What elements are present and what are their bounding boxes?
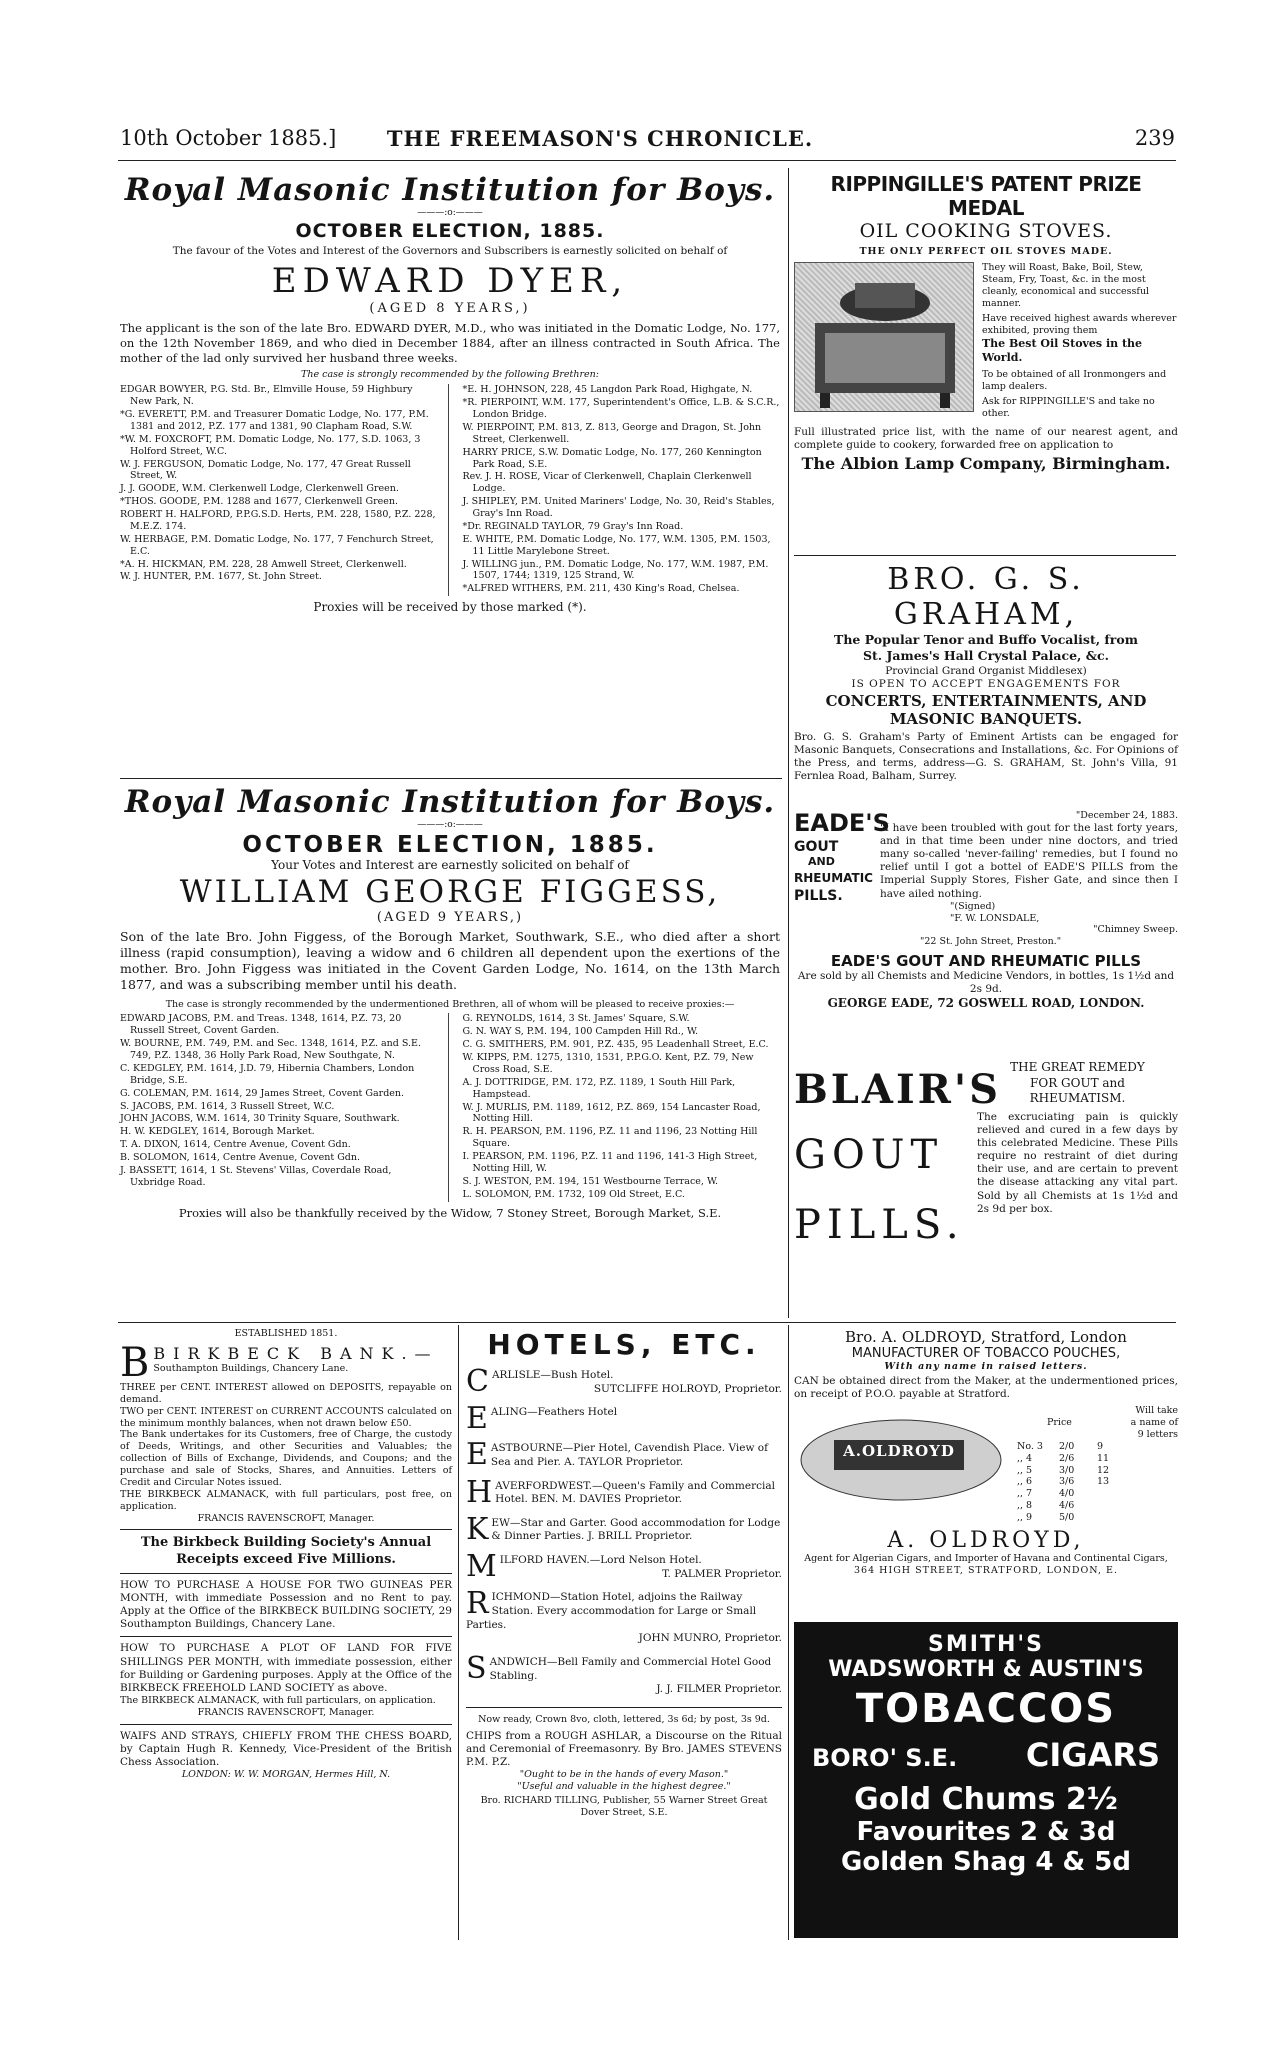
election-title: OCTOBER ELECTION, 1885. [242, 832, 658, 858]
bank-p3: The Bank undertakes for its Customers, free of Charge, the custody of Deeds, Writings, and other Securities and Valuables; the collection of Bills of Exchange, Dividends, and Coupons; and the purchase and sale of Stocks, Shares, and Annuities. Letters of Credit and Circular Notes issued. [120, 1429, 452, 1488]
price-value: 4/6 [1059, 1500, 1075, 1512]
hotel-text: ALING—Feathers Hotel [490, 1406, 618, 1419]
eades-address: GEORGE EADE, 72 GOSWELL ROAD, LONDON. [827, 996, 1145, 1011]
intro-text: The favour of the Votes and Interest of the Governors and Subscribers is earnestly solicited on behalf of [172, 245, 728, 257]
price-value: 3/0 [1059, 1464, 1075, 1476]
eades-side-title [794, 809, 890, 948]
hotel-cap: K [466, 1511, 489, 1547]
list-item: S. JACOBS, P.M. 1614, 3 Russell Street, W.C. [120, 1100, 335, 1112]
book-title: CHIPS from a ROUGH ASHLAR, a Discourse on the Ritual and Ceremonial of Freemasonry. By Bro. JAMES STEVENS P.M. P.Z. [466, 1729, 782, 1769]
waifs-publisher: LONDON: W. W. MORGAN, Hermes Hill, N. [181, 1769, 391, 1780]
stoves-desc-5: Ask for RIPPINGILLE'S and take no other. [982, 396, 1155, 420]
list-item: ROBERT H. HALFORD, P.P.G.S.D. Herts, P.M. 228, 1580, P.Z. 228, M.E.Z. 174. [120, 509, 436, 532]
brethren-lists [120, 1013, 780, 1201]
society-head: The Birkbeck Building Society's Annual Receipts exceed Five Millions. [140, 1535, 432, 1567]
tobacco-line-5: CIGARS [1025, 1736, 1160, 1774]
hotel-item [466, 1474, 782, 1510]
intro-text: Your Votes and Interest are earnestly solicited on behalf of [271, 858, 629, 872]
hotel-text: ILFORD HAVEN.—Lord Nelson Hotel. [499, 1554, 702, 1567]
tobacco-line-4: BORO' S.E. [812, 1744, 958, 1772]
list-item: L. SOLOMON, P.M. 1732, 109 Old Street, E.C. [462, 1188, 685, 1200]
hotel-text: EW—Star and Garter. Good accommodation for Lodge & Dinner Parties. J. BRILL Proprietor. [491, 1516, 781, 1543]
price-no: No. 3 [1017, 1440, 1043, 1452]
drop-cap: B [120, 1339, 150, 1386]
stove-drawing [795, 263, 975, 413]
oldroyd-name: A. OLDROYD, [887, 1527, 1085, 1553]
proxies-note: Proxies will also be thankfully received by the Widow, 7 Stoney Street, Borough Market, S.E. [178, 1205, 722, 1220]
list-item: S. J. WESTON, P.M. 194, 151 Westbourne Terrace, W. [462, 1175, 719, 1187]
blairs-right-2: FOR GOUT and [1030, 1075, 1125, 1090]
hotel-cap: C [466, 1364, 489, 1399]
ad-heading: Royal Masonic Institution for Boys. [124, 784, 776, 820]
graham-line-4: IS OPEN TO ACCEPT ENGAGEMENTS FOR [851, 678, 1121, 691]
list-item: I. PEARSON, P.M. 1196, P.Z. 11 and 1196, 141-3 High Street, Notting Hill, W. [462, 1151, 758, 1174]
price-row [1017, 1488, 1178, 1500]
price-head: Price [1047, 1417, 1072, 1428]
bank-address: Southampton Buildings, Chancery Lane. [153, 1362, 349, 1374]
ad-separator [120, 778, 782, 779]
candidate-name: WILLIAM GEORGE FIGGESS, [179, 873, 721, 910]
price-table [1017, 1405, 1178, 1524]
eades-date: "December 24, 1883. [1075, 810, 1178, 821]
brethren-right [448, 384, 781, 596]
bank-p5: The BIRKBECK ALMANACK, with full particulars, on application. [120, 1694, 436, 1706]
stoves-desc-2: Have received highest awards wherever exhibited, proving them [982, 313, 1177, 337]
hotel-item [466, 1549, 782, 1585]
list-item: HARRY PRICE, S.W. Domatic Lodge, No. 177, 260 Kennington Park Road, S.E. [462, 446, 762, 470]
column-divider-lower-1 [458, 1325, 459, 1940]
plot-ad: HOW TO PURCHASE A PLOT OF LAND FOR FIVE SHILLINGS PER MONTH, with immediate possession, either for Building or Gardening purposes. Apply at the Office of the BIRKBECK FREEHOLD LAND SOCIETY as above. [120, 1642, 452, 1694]
name-head: a name of [1130, 1417, 1178, 1428]
price-letters: 9 [1097, 1440, 1104, 1452]
list-item: J. WILLING jun., P.M. Domatic Lodge, No. 177, W.M. 1987, P.M. 1507, 1744; 1319, 125 Strand, W. [462, 558, 769, 582]
list-item: J. BASSETT, 1614, 1 St. Stevens' Villas, Coverdale Road, Uxbridge Road. [120, 1164, 392, 1188]
list-item: *R. PIERPOINT, W.M. 177, Superintendent's Office, L.B. & S.C.R., London Bridge. [462, 397, 780, 421]
eades-side-3: AND [808, 854, 835, 868]
list-item: *E. H. JOHNSON, 228, 45 Langdon Park Road, Highgate, N. [462, 384, 753, 396]
oldroyd-line: With any name in raised letters. [884, 1361, 1088, 1372]
hotel-cap: R [466, 1586, 489, 1622]
stoves-desc-4: To be obtained of all Ironmongers and lamp dealers. [982, 368, 1167, 392]
list-item: W. BOURNE, P.M. 749, P.M. and Sec. 1348, 1614, P.Z. and S.E. 749, P.Z. 1348, 36 Holly Park Road, New Southgate, N. [120, 1038, 422, 1062]
election-ad-dyer [120, 172, 780, 772]
list-item: T. A. DIXON, 1614, Centre Avenue, Covent Gdn. [120, 1139, 351, 1151]
price-row [1017, 1453, 1178, 1465]
tobacco-line-6: Gold Chums 2½ [854, 1782, 1118, 1817]
oldroyd-agent: Agent for Algerian Cigars, and Importer of Havana and Continental Cigars, [804, 1552, 1168, 1564]
tobacco-line-1: SMITH'S [928, 1632, 1044, 1657]
graham-line-2: St. James's Hall Crystal Palace, &c. [862, 648, 1110, 664]
price-no: ,, 8 [1017, 1500, 1033, 1512]
ad-heading: Royal Masonic Institution for Boys. [124, 172, 776, 208]
candidate-name: EDWARD DYER, [271, 260, 629, 301]
header-date: 10th October 1885.] [120, 126, 337, 150]
list-item: *W. M. FOXCROFT, P.M. Domatic Lodge, No. 177, S.D. 1063, 3 Holford Street, W.C. [120, 433, 421, 457]
page-number: 239 [1134, 126, 1175, 150]
graham-line-3: Provincial Grand Organist Middlesex) [885, 664, 1087, 677]
eades-side-5: PILLS. [794, 888, 843, 905]
oldroyd-ad [794, 1328, 1178, 1618]
price-letters: 13 [1097, 1476, 1110, 1488]
recommend-line: The case is strongly recommended by the undermentioned Brethren, all of whom will be pleased to receive proxies:— [165, 998, 735, 1010]
tobacco-line-3: TOBACCOS [855, 1686, 1117, 1732]
hotel-item [466, 1364, 782, 1399]
list-item: *G. EVERETT, P.M. and Treasurer Domatic Lodge, No. 177, P.M. 1381 and 2012, P.Z. 177 and 1381, 90 Clapham Road, S.W. [120, 409, 429, 432]
hotels-title: HOTELS, ETC. [487, 1328, 761, 1361]
candidate-age: (AGED 8 YEARS,) [369, 300, 531, 316]
price-no: ,, 5 [1017, 1464, 1033, 1476]
graham-line-6: MASONIC BANQUETS. [889, 709, 1083, 728]
price-no: ,, 6 [1017, 1476, 1033, 1488]
bank-name: BIRKBECK BANK.— [153, 1343, 439, 1363]
bank-p1: THREE per CENT. INTEREST allowed on DEPOSITS, repayable on demand. [120, 1381, 452, 1405]
rule [120, 1724, 452, 1725]
waifs-ad: WAIFS AND STRAYS, CHIEFLY FROM THE CHESS BOARD, by Captain Hugh R. Kennedy, Vice-President of the British Chess Association. [120, 1729, 452, 1768]
list-item: B. SOLOMON, 1614, Centre Avenue, Covent Gdn. [120, 1152, 361, 1164]
price-row [1017, 1465, 1178, 1477]
brethren-left [120, 384, 438, 596]
hotel-cap: E [466, 1401, 488, 1437]
price-row [1017, 1476, 1178, 1488]
price-row [1017, 1441, 1178, 1453]
hotel-proprietor: T. PALMER Proprietor. [662, 1567, 782, 1580]
stoves-company: The Albion Lamp Company, Birmingham. [801, 454, 1171, 474]
list-item: A. J. DOTTRIDGE, P.M. 172, P.Z. 1189, 1 South Hill Park, Hampstead. [462, 1076, 736, 1100]
eades-signer: "F. W. LONSDALE, [950, 912, 1040, 924]
rule [120, 1636, 452, 1637]
hotel-text: ANDWICH—Bell Family and Commercial Hotel Good Stabling. [489, 1655, 772, 1682]
hotel-item [466, 1586, 782, 1646]
list-item: *THOS. GOODE, P.M. 1288 and 1677, Clerkenwell Green. [120, 496, 399, 508]
eades-signer-title: "Chimney Sweep. [1093, 924, 1178, 936]
established: ESTABLISHED 1851. [234, 1328, 338, 1339]
proxies-note: Proxies will be received by those marked (*). [313, 600, 587, 615]
tobacco-ad [794, 1622, 1178, 1938]
eades-signer-address: "22 St. John Street, Preston." [920, 936, 1062, 948]
stoves-title: RIPPINGILLE'S PATENT PRIZE MEDAL [830, 172, 1142, 220]
header-rule [118, 160, 1176, 161]
graham-line-5: CONCERTS, ENTERTAINMENTS, AND [825, 691, 1147, 710]
list-item: *ALFRED WITHERS, P.M. 211, 430 King's Road, Chelsea. [462, 583, 740, 595]
list-item: JOHN JACOBS, W.M. 1614, 30 Trinity Square, Southwark. [120, 1113, 400, 1125]
list-item: H. W. KEDGLEY, 1614, Borough Market. [120, 1126, 315, 1138]
list-item: G. N. WAY S, P.M. 194, 100 Campden Hill Rd., W. [462, 1026, 699, 1038]
bank-manager-2: FRANCIS RAVENSCROFT, Manager. [197, 1706, 375, 1718]
hotel-text: ARLISLE—Bush Hotel. [491, 1369, 614, 1381]
brethren-left [120, 1013, 438, 1201]
list-item: J. J. GOODE, W.M. Clerkenwell Lodge, Clerkenwell Green. [120, 483, 399, 495]
hotel-proprietor: SUTCLIFFE HOLROYD, Proprietor. [593, 1382, 782, 1395]
hotel-proprietor: JOHN MUNRO, Proprietor. [638, 1632, 782, 1645]
price-no: ,, 9 [1017, 1512, 1033, 1523]
blairs-right-1: THE GREAT REMEDY [1010, 1060, 1145, 1074]
stoves-price-list: Full illustrated price list, with the name of our nearest agent, and complete guide to cookery, forwarded free on application to [794, 426, 1178, 452]
list-item: C. KEDGLEY, P.M. 1614, J.D. 79, Hibernia Chambers, London Bridge, S.E. [120, 1062, 415, 1086]
list-item: *Dr. REGINALD TAYLOR, 79 Gray's Inn Road. [462, 520, 684, 532]
stoves-desc-3: The Best Oil Stoves in the World. [982, 337, 1143, 364]
hotels-section [466, 1328, 782, 1938]
rule [466, 1707, 782, 1708]
price-row [1017, 1500, 1178, 1512]
eades-ad [794, 810, 1178, 1055]
brethren-right [448, 1013, 781, 1201]
pouch-label: A.OLDROYD [843, 1442, 955, 1461]
list-item: EDWARD JACOBS, P.M. and Treas. 1348, 1614, P.Z. 73, 20 Russell Street, Covent Garden. [120, 1013, 402, 1037]
bank-manager: FRANCIS RAVENSCROFT, Manager. [197, 1512, 375, 1524]
graham-line-1: The Popular Tenor and Buffo Vocalist, from [834, 632, 1138, 647]
blairs-word-2: GOUT [794, 1132, 944, 1178]
hotel-item [466, 1401, 782, 1437]
section-separator [118, 1322, 1176, 1323]
pouch-illustration [794, 1405, 1009, 1510]
ornament: ———:o:——— [417, 208, 483, 218]
case-body: The applicant is the son of the late Bro. EDWARD DYER, M.D., who was initiated in the Domatic Lodge, No. 177, on the 12th November 1869, and who died in December 1884, after an illness contracted in South Africa. The mother of the lad only survived her husband three weeks. [120, 320, 780, 365]
oldroyd-title: Bro. A. OLDROYD, Stratford, London [845, 1328, 1127, 1346]
book-publisher: Bro. RICHARD TILLING, Publisher, 55 Warner Street Great Dover Street, S.E. [480, 1794, 768, 1818]
book-quote-1: "Ought to be in the hands of every Mason." [519, 1769, 729, 1781]
graham-body: Bro. G. S. Graham's Party of Eminent Artists can be engaged for Masonic Banquets, Consecrations and Installations, &c. For Opinions of the Press, and terms, address—G. S. GRAHAM, St. John's Villa, 91 Fernlea Road, Balham, Surrey. [794, 730, 1178, 783]
price-value: 3/6 [1059, 1476, 1075, 1488]
tobacco-line-8: Golden Shag 4 & 5d [841, 1847, 1131, 1877]
tobacco-line-2: WADSWORTH & AUSTIN'S [828, 1657, 1144, 1682]
list-item: *A. H. HICKMAN, P.M. 228, 28 Amwell Street, Clerkenwell. [120, 558, 407, 570]
will-take: Will take [1135, 1405, 1178, 1417]
book-quote-2: "Useful and valuable in the highest degree." [517, 1781, 731, 1793]
hotel-cap: M [466, 1549, 497, 1585]
graham-ad [794, 562, 1178, 807]
price-row [1017, 1512, 1178, 1524]
blairs-word-1: BLAIR'S [794, 1066, 1002, 1113]
price-letters: 11 [1097, 1452, 1110, 1464]
case-body: Son of the late Bro. John Figgess, of the Borough Market, Southwark, S.E., who died after a short illness (rapid consumption), leaving a widow and 6 children all dependent upon the exertions of the mother. Bro. John Figgess was initiated in the Covent Garden Lodge, No. 1614, on the 13th March 1877, and was a subscribing member until his death. [120, 928, 780, 993]
brethren-lists [120, 384, 780, 596]
list-item: G. COLEMAN, P.M. 1614, 29 James Street, Covent Garden. [120, 1087, 405, 1099]
stoves-body [794, 262, 1178, 420]
list-item: G. REYNOLDS, 1614, 3 St. James' Square, S.W. [462, 1013, 690, 1025]
list-item: Rev. J. H. ROSE, Vicar of Clerkenwell, Chaplain Clerkenwell Lodge. [462, 471, 752, 495]
blairs-ad [794, 1060, 1178, 1315]
list-item: EDGAR BOWYER, P.G. Std. Br., Elmville House, 59 Highbury New Park, N. [120, 384, 413, 408]
price-no: ,, 4 [1017, 1452, 1033, 1464]
eades-side-1: EADE'S [794, 809, 890, 837]
stove-illustration [794, 262, 974, 412]
stoves-tagline: THE ONLY PERFECT OIL STOVES MADE. [859, 246, 1113, 257]
rule [120, 1573, 452, 1574]
tobacco-line-7: Favourites 2 & 3d [856, 1817, 1116, 1847]
masthead: THE FREEMASON'S CHRONICLE. [386, 126, 814, 151]
eades-sold: Are sold by all Chemists and Medicine Vendors, in bottles, 1s 1½d and 2s 9d. [797, 970, 1175, 996]
hotel-text: AVERFORDWEST.—Queen's Family and Commercial Hotel. BEN. M. DAVIES Proprietor. [495, 1479, 775, 1506]
oldroyd-body: CAN be obtained direct from the Maker, at the undermentioned prices, on receipt of P.O.O. payable at Stratford. [794, 1374, 1178, 1400]
eades-side-4: RHEUMATIC [794, 870, 873, 885]
hotel-cap: H [466, 1474, 493, 1510]
bank-p2: TWO per CENT. INTEREST on CURRENT ACCOUNTS calculated on the minimum monthly balances, when not drawn below £50. [120, 1405, 452, 1429]
list-item: W. J. FERGUSON, Domatic Lodge, No. 177, 47 Great Russell Street, W. [120, 458, 411, 482]
right-separator-1 [794, 555, 1176, 556]
hotel-text: ICHMOND—Station Hotel, adjoins the Railway Station. Every accommodation for Large or Small Parties. [466, 1591, 757, 1631]
hotel-item [466, 1650, 782, 1697]
list-item: W. HERBAGE, P.M. Domatic Lodge, No. 177, 7 Fenchurch Street, E.C. [120, 533, 434, 557]
price-value: 5/0 [1059, 1512, 1075, 1523]
election-title: OCTOBER ELECTION, 1885. [295, 220, 605, 242]
eades-signed: "(Signed) [950, 900, 996, 912]
rule [120, 1529, 452, 1530]
blairs-body: The excruciating pain is quickly relieved and cured in a few days by this celebrated Medicine. These Pills require no restraint of diet during their use, and are certain to prevent the disease attacking any vital part. Sold by all Chemists at 1s 1½d and 2s 9d per box. [977, 1110, 1178, 1215]
column-divider-upper [788, 168, 789, 1318]
eades-title: EADE'S GOUT AND RHEUMATIC PILLS [830, 952, 1142, 971]
list-item: J. SHIPLEY, P.M. United Mariners' Lodge, No. 30, Reid's Stables, Gray's Inn Road. [462, 496, 775, 520]
birkbeck-ad [120, 1328, 452, 1938]
list-item: W. PIERPOINT, P.M. 813, Z. 813, George and Dragon, St. John Street, Clerkenwell. [462, 421, 762, 445]
hotel-item [466, 1437, 782, 1473]
eades-letter: "I have been troubled with gout for the last forty years, and in that time been under nine doctors, and tried many so-called 'never-failing' remedies, but I found no relief until I got a bottel of EADE'S PILLS from the Imperial Supply Stores, Fisher Gate, and since then I have ailed nothing. [880, 821, 1178, 900]
hotel-proprietor: J. J. FILMER Proprietor. [656, 1683, 782, 1696]
blairs-word-3: PILLS. [794, 1202, 965, 1248]
election-ad-figgess [120, 784, 780, 1319]
hotel-cap: E [466, 1437, 488, 1473]
stoves-desc-1: They will Roast, Bake, Boil, Stew, Steam, Fry, Toast, &c. in the most cleanly, economical and successful manner. [982, 261, 1150, 309]
price-value: 4/0 [1059, 1488, 1075, 1500]
list-item: W. J. HUNTER, P.M. 1677, St. John Street. [120, 571, 322, 583]
eades-side-2: GOUT [794, 839, 839, 856]
list-item: W. KIPPS, P.M. 1275, 1310, 1531, P.P.G.O. Kent, P.Z. 79, New Cross Road, S.E. [462, 1052, 754, 1075]
ornament: ———:o:——— [417, 820, 483, 830]
candidate-age: (AGED 9 YEARS,) [376, 909, 524, 925]
blairs-right-3: RHEUMATISM. [1029, 1091, 1126, 1106]
hotel-item [466, 1511, 782, 1547]
list-item: E. WHITE, P.M. Domatic Lodge, No. 177, W.M. 1305, P.M. 1503, 11 Little Marylebone Street. [462, 533, 771, 557]
stoves-subtitle: OIL COOKING STOVES. [859, 220, 1113, 242]
column-divider-lower-2 [788, 1325, 789, 1940]
book-ready: Now ready, Crown 8vo, cloth, lettered, 3s 6d; by post, 3s 9d. [478, 1713, 770, 1725]
name-head-2: 9 letters [1137, 1428, 1178, 1440]
hotel-text: ASTBOURNE—Pier Hotel, Cavendish Place. View of Sea and Pier. A. TAYLOR Proprietor. [490, 1442, 768, 1468]
list-item: R. H. PEARSON, P.M. 1196, P.Z. 11 and 1196, 23 Notting Hill Square. [462, 1126, 758, 1150]
price-value: 2/6 [1059, 1452, 1075, 1464]
list-item: C. G. SMITHERS, P.M. 901, P.Z. 435, 95 Leadenhall Street, E.C. [462, 1039, 769, 1051]
price-letters: 12 [1097, 1464, 1110, 1476]
graham-name: BRO. G. S. GRAHAM, [887, 562, 1085, 632]
oldroyd-address: 364 HIGH STREET, STRATFORD, LONDON, E. [854, 1564, 1118, 1576]
stoves-ad [794, 172, 1178, 552]
price-no: ,, 7 [1017, 1488, 1033, 1500]
oldroyd-subtitle: MANUFACTURER OF TOBACCO POUCHES, [851, 1346, 1121, 1361]
price-value: 2/0 [1059, 1440, 1075, 1452]
bank-p4: THE BIRKBECK ALMANACK, with full particulars, post free, on application. [120, 1488, 452, 1512]
hotel-cap: S [466, 1650, 487, 1686]
house-ad: HOW TO PURCHASE A HOUSE FOR TWO GUINEAS PER MONTH, with immediate Possession and no Rent to pay. Apply at the Office of the BIRKBECK BUILDING SOCIETY, 29 Southampton Buildings, Chancery Lane. [120, 1578, 452, 1631]
page-header [120, 126, 1175, 156]
list-item: W. J. MURLIS, P.M. 1189, 1612, P.Z. 869, 154 Lancaster Road, Notting Hill. [462, 1101, 761, 1125]
recommend-line: The case is strongly recommended by the following Brethren: [301, 369, 599, 381]
